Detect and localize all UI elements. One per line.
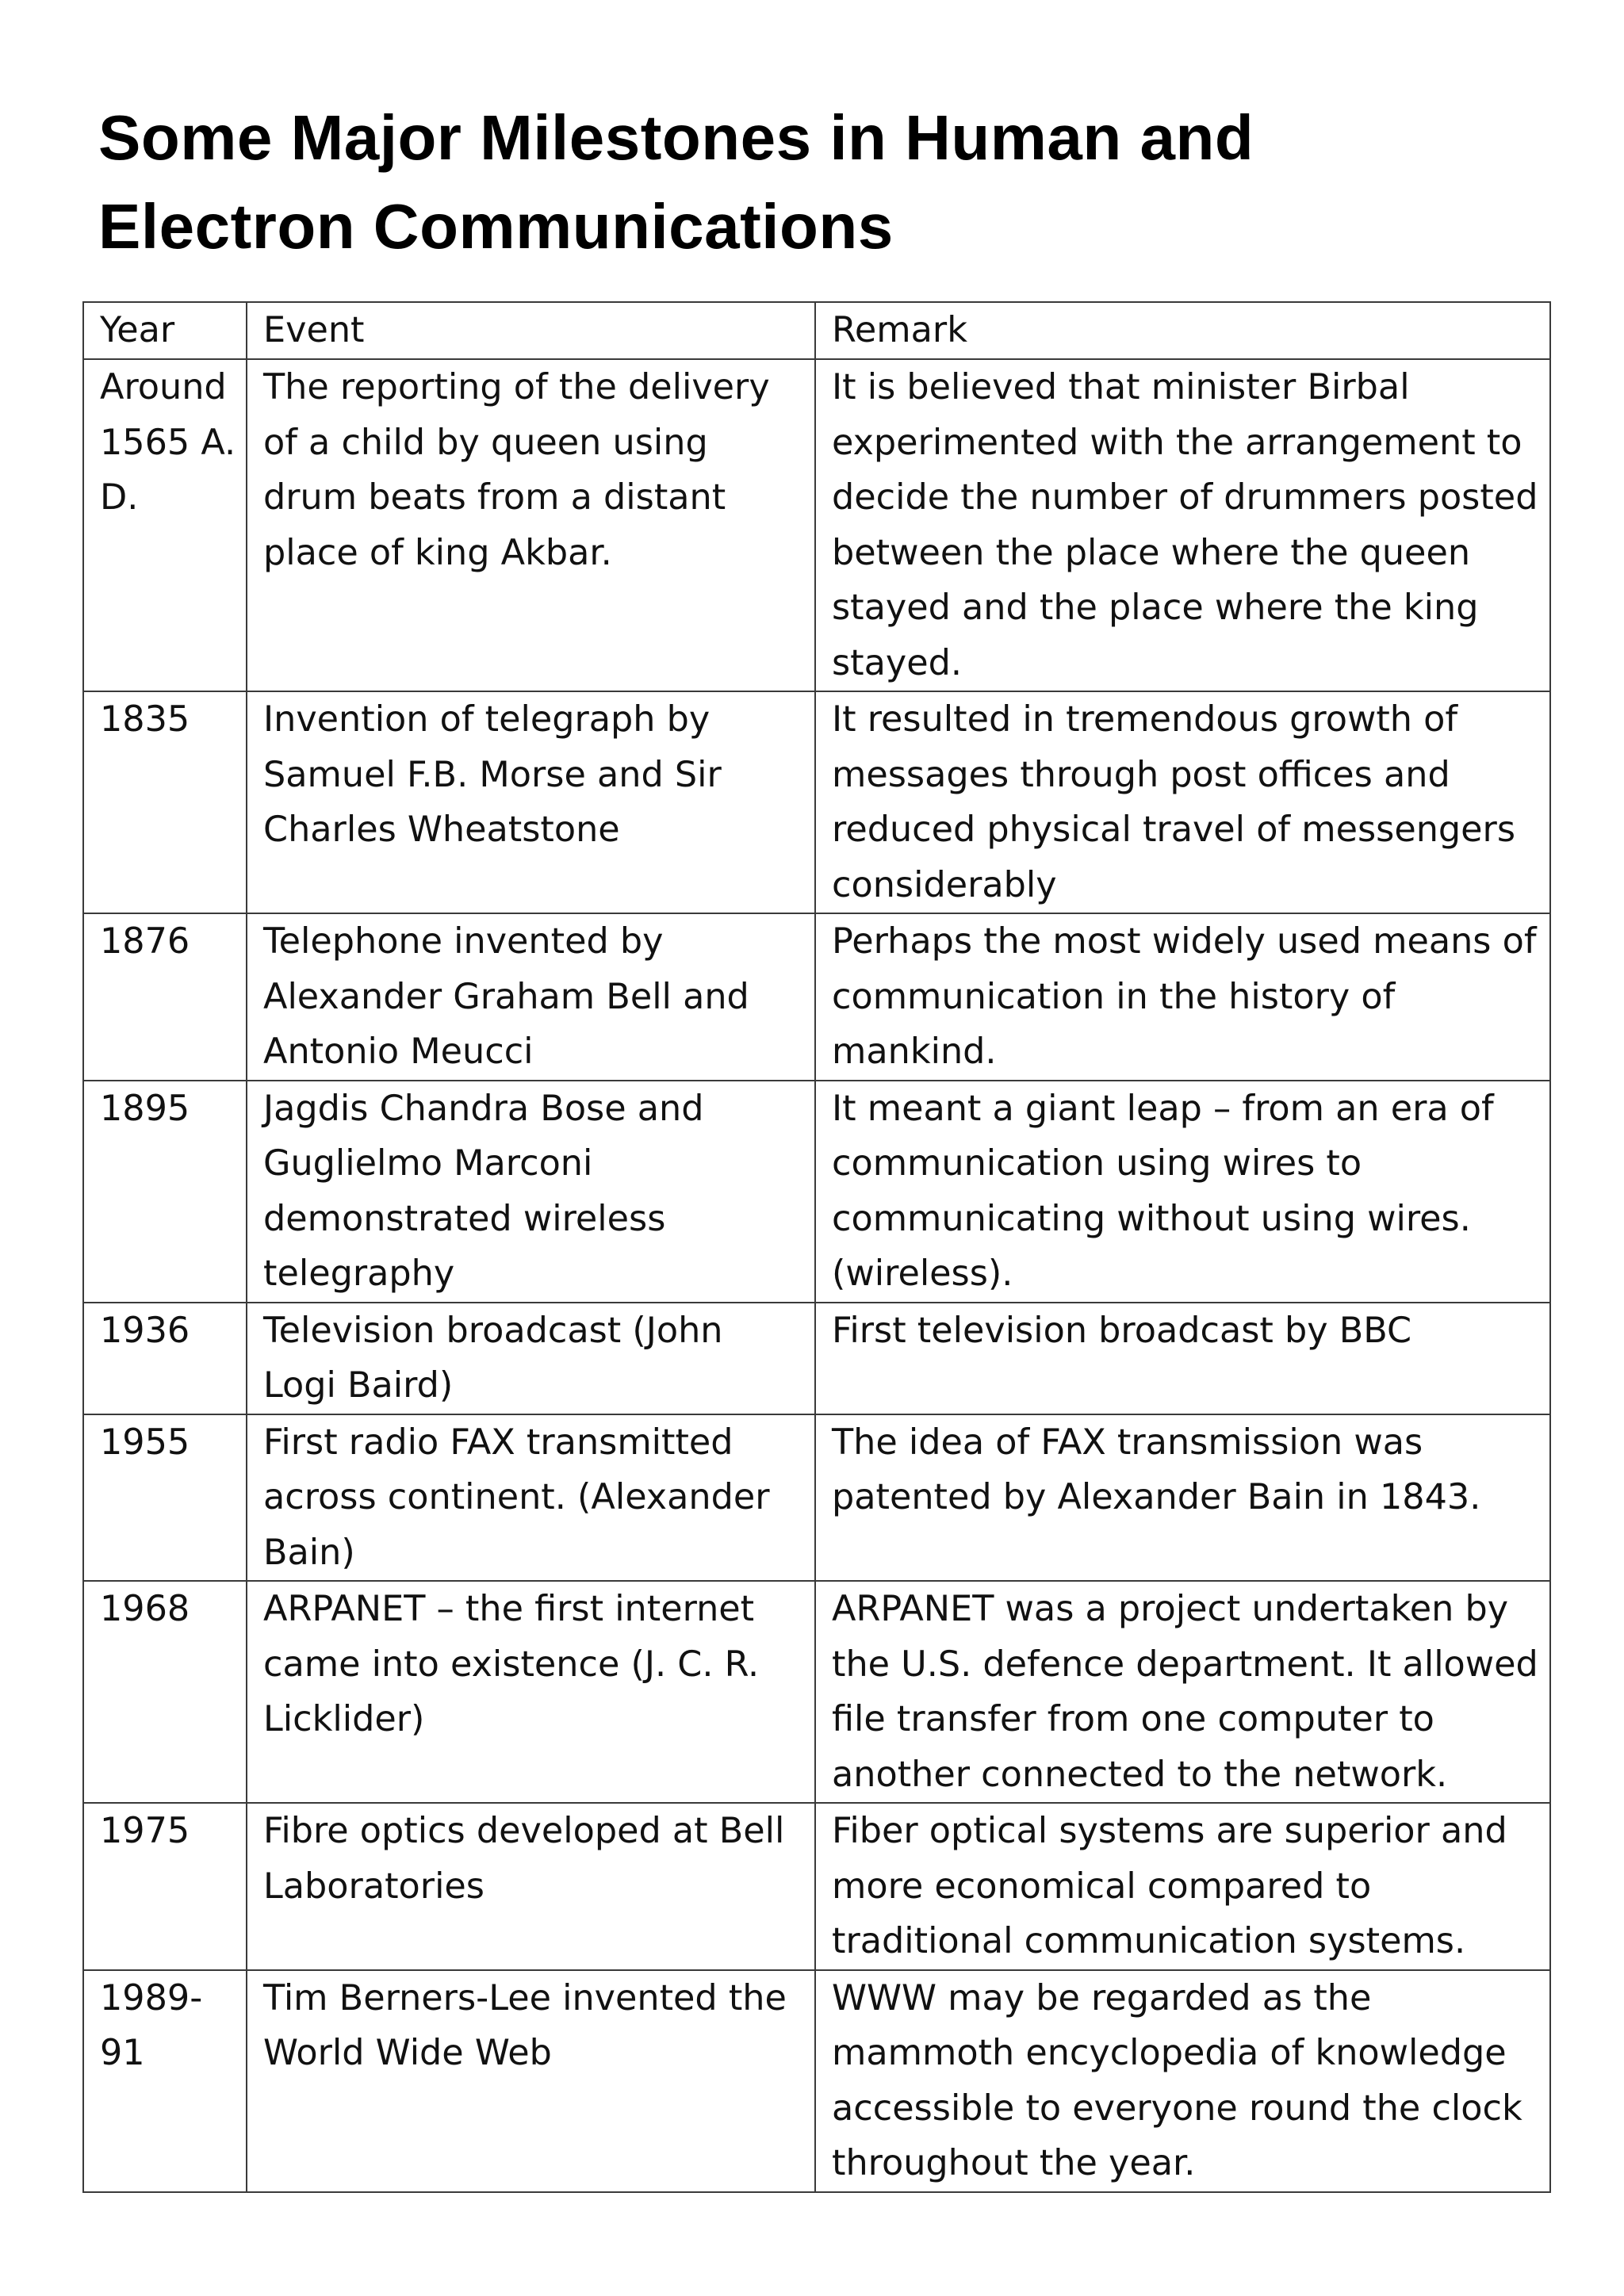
remark-text: First television broadcast by BBC	[832, 1310, 1412, 1351]
event-cell	[247, 1081, 815, 1303]
remark-text: It meant a giant leap – from an era of communication using wires to communicating without using wires. (wireless).	[832, 1088, 1494, 1294]
event-cell	[247, 1414, 815, 1582]
table-row	[83, 1581, 1550, 1803]
remark-cell	[815, 1303, 1550, 1414]
table-row	[83, 1970, 1550, 2192]
event-text: Television broadcast (John Logi Baird)	[263, 1310, 723, 1406]
remark-cell	[815, 1803, 1550, 1970]
document-title-line-1: Some Major Milestones in Human and	[98, 102, 1254, 173]
event-text: Jagdis Chandra Bose and Guglielmo Marconi demonstrated wireless telegraphy	[263, 1088, 704, 1294]
remark-text: Perhaps the most widely used means of communication in the history of mankind.	[832, 921, 1537, 1072]
event-cell	[247, 1303, 815, 1414]
event-text: The reporting of the delivery of a child by queen using drum beats from a distant place of king Akbar.	[263, 367, 770, 573]
table-row	[83, 1303, 1550, 1414]
document-title-line-2: Electron Communications	[98, 191, 894, 262]
year-cell	[83, 1970, 247, 2192]
year-text: Around 1565 A. D.	[100, 367, 236, 518]
table-header-row	[83, 302, 1550, 359]
table-row	[83, 691, 1550, 913]
remark-text: ARPANET was a project undertaken by the U.S. defence department. It allowed file transfer from one computer to another connected to the network.	[832, 1589, 1538, 1795]
year-text: 1835	[100, 699, 190, 740]
table-row	[83, 1414, 1550, 1582]
year-text: 1989-91	[100, 1977, 203, 2073]
event-cell	[247, 1581, 815, 1803]
year-text: 1955	[100, 1422, 190, 1463]
year-cell	[83, 1581, 247, 1803]
remark-cell	[815, 1970, 1550, 2192]
event-text: ARPANET – the first internet came into existence (J. C. R. Licklider)	[263, 1589, 760, 1739]
table-row	[83, 359, 1550, 691]
remark-text: It resulted in tremendous growth of messages through post offices and reduced physical travel of messengers considerably	[832, 699, 1516, 905]
event-text: Telephone invented by Alexander Graham Bell and Antonio Meucci	[263, 921, 749, 1072]
year-text: 1968	[100, 1589, 190, 1629]
year-text: 1975	[100, 1811, 190, 1851]
event-cell	[247, 1970, 815, 2192]
header-remark: Remark	[815, 302, 1550, 359]
milestones-table	[82, 301, 1551, 2193]
table-row	[83, 913, 1550, 1081]
remark-cell	[815, 359, 1550, 691]
event-text: Tim Berners-Lee invented the World Wide Web	[263, 1977, 787, 2073]
event-text: Fibre optics developed at Bell Laboratories	[263, 1811, 785, 1907]
event-text: Invention of telegraph by Samuel F.B. Morse and Sir Charles Wheatstone	[263, 699, 722, 850]
year-text: 1895	[100, 1088, 190, 1129]
remark-cell	[815, 1081, 1550, 1303]
remark-cell	[815, 913, 1550, 1081]
remark-text: WWW may be regarded as the mammoth encyclopedia of knowledge accessible to everyone round the clock throughout the year.	[832, 1977, 1522, 2183]
remark-cell	[815, 1581, 1550, 1803]
year-cell	[83, 1303, 247, 1414]
remark-text: The idea of FAX transmission was patented by Alexander Bain in 1843.	[832, 1422, 1481, 1517]
remark-text: It is believed that minister Birbal experimented with the arrangement to decide the number of drummers posted between the place where the queen stayed and the place where the king stayed.	[832, 367, 1538, 683]
header-year: Year	[83, 302, 247, 359]
event-cell	[247, 359, 815, 691]
year-cell	[83, 1414, 247, 1582]
event-cell	[247, 913, 815, 1081]
year-cell	[83, 1081, 247, 1303]
remark-cell	[815, 691, 1550, 913]
table-row	[83, 1081, 1550, 1303]
header-event: Event	[247, 302, 815, 359]
document-title	[98, 94, 1526, 271]
year-cell	[83, 913, 247, 1081]
remark-text: Fiber optical systems are superior and more economical compared to traditional communication systems.	[832, 1811, 1507, 1961]
year-cell	[83, 359, 247, 691]
event-text: First radio FAX transmitted across continent. (Alexander Bain)	[263, 1422, 770, 1573]
year-text: 1876	[100, 921, 190, 962]
table-row	[83, 1803, 1550, 1970]
year-text: 1936	[100, 1310, 190, 1351]
event-cell	[247, 1803, 815, 1970]
remark-cell	[815, 1414, 1550, 1582]
year-cell	[83, 1803, 247, 1970]
year-cell	[83, 691, 247, 913]
event-cell	[247, 691, 815, 913]
